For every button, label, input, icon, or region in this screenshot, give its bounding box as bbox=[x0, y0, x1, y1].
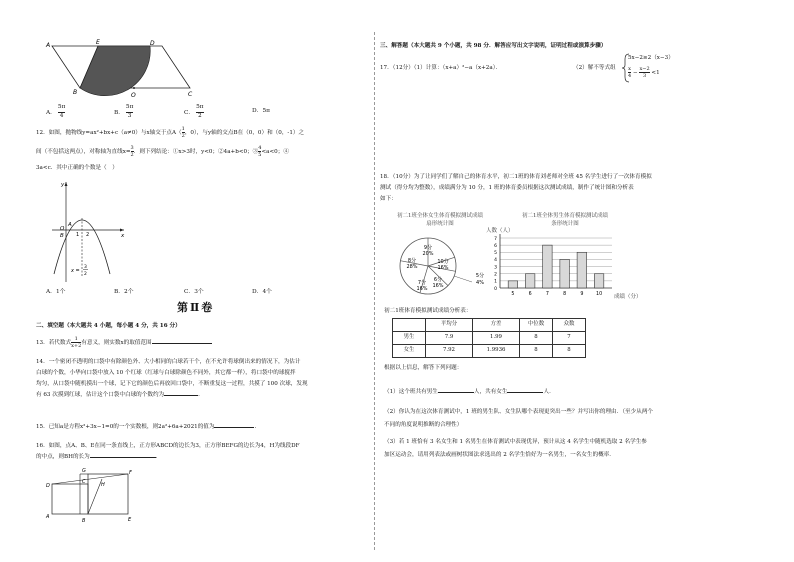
q18-sub2: （2）你认为在这次体育测试中，1 班的男生队、女生队哪个表现更突出一些？并写出你的理由．（至少从两个 不同的角度说明推断的合理性） bbox=[384, 409, 654, 428]
svg-text:28%: 28% bbox=[406, 264, 418, 270]
inequality-1: 5x−2≥2（x−3） bbox=[628, 55, 674, 61]
svg-text:10分: 10分 bbox=[437, 259, 449, 265]
table-row bbox=[393, 345, 586, 358]
parabola-graph bbox=[48, 178, 130, 284]
x-tick-label: 9 bbox=[580, 292, 584, 297]
svg-text:x =: x = bbox=[71, 268, 80, 274]
svg-text:O: O bbox=[60, 226, 65, 232]
table-cell: 8 bbox=[553, 345, 586, 358]
q17-part2: （2）解不等式组 bbox=[573, 65, 616, 71]
inequality-2: $\frac{x}{4}$ − $\frac{x-2}{3}$ <1 bbox=[628, 66, 660, 79]
svg-text:A: A bbox=[68, 222, 72, 228]
label-C: C bbox=[188, 91, 193, 98]
x-tick-label: 10 bbox=[596, 292, 603, 297]
svg-text:H: H bbox=[101, 482, 105, 488]
squares-figure bbox=[44, 466, 134, 524]
svg-text:E: E bbox=[128, 517, 132, 523]
svg-text:2: 2 bbox=[84, 272, 87, 277]
q16-text: 16．如图，点A、B、E在同一条直线上，正方形ABCD的边长为3，正方形BEFG的边长为4，H为线段DF 的中点，则BH的长为 . bbox=[36, 443, 300, 460]
y-tick-label: 3 bbox=[494, 265, 497, 271]
column-divider bbox=[374, 32, 375, 550]
q15-text: 15．已知a是方程x²+3x−1=0的一个实数根，则2a²+6a+2021的值为 . bbox=[36, 424, 257, 430]
x-tick-label: 6 bbox=[528, 292, 532, 297]
svg-text:G: G bbox=[82, 468, 86, 474]
x-tick-label: 5 bbox=[511, 292, 515, 297]
parallelogram-figure bbox=[40, 38, 200, 100]
svg-text:6分: 6分 bbox=[433, 277, 443, 283]
bar-10 bbox=[594, 274, 603, 288]
q11-choice-d: D．5π bbox=[252, 108, 270, 114]
q12-choice-c: C．3个 bbox=[184, 289, 204, 295]
svg-text:16%: 16% bbox=[432, 283, 444, 289]
q18-sub1: （1）这个班共有男生 人，共有女生 人． bbox=[384, 389, 555, 395]
table-header-cell: 中位数 bbox=[520, 319, 553, 332]
table-header-cell: 众数 bbox=[553, 319, 586, 332]
bar-7 bbox=[543, 245, 552, 288]
q18-sub-header: 根据以上信息，解答下列问题： bbox=[384, 365, 463, 371]
svg-text:9分: 9分 bbox=[423, 245, 433, 251]
table-cell: 8 bbox=[520, 345, 553, 358]
table-cell: 1.9936 bbox=[473, 345, 520, 358]
y-tick-label: 4 bbox=[494, 258, 497, 264]
label-O: O bbox=[131, 92, 136, 99]
pie-title: 初二1班全体女生体育模拟测试成绩 扇形统计图 bbox=[396, 213, 483, 227]
table-cell: 7 bbox=[553, 332, 586, 345]
svg-text:16%: 16% bbox=[437, 265, 449, 271]
q13-text: 13．若代数式 $\frac{1}{x+2}$ 有意义，则实数x的取值范围 bbox=[36, 336, 212, 349]
fill-header: 二、填空题（本大题共 4 小题，每小题 4 分，共 16 分） bbox=[36, 323, 181, 329]
q18-text: 18．（10分）为了让同学们了解自己的体育水平，初二1班的体育刘老师对全班 45 名学生进行了一次体育模拟 测试（得分均为整数），成绩满分为 10 分，1 班的体育委员根据这次测试成绩，制作了统计图和分析表 如下： bbox=[380, 174, 652, 202]
bar-ylabel: 人数（人） bbox=[486, 228, 514, 234]
table-cell: 女生 bbox=[393, 345, 426, 358]
y-tick-label: 6 bbox=[494, 243, 497, 249]
label-B: B bbox=[73, 89, 78, 96]
table-cell: 男生 bbox=[393, 332, 426, 345]
q17-text: 17．（12分）（1）计算：（x+a）²−a（x+2a）． bbox=[380, 65, 502, 71]
q12-choice-a: A．1个 bbox=[46, 289, 66, 295]
section3-header: 三、解答题（本大题共 9 个小题，共 98 分．解答应写出文字说明，证明过程或演算步骤） bbox=[380, 43, 607, 49]
table-cell: 8 bbox=[520, 332, 553, 345]
svg-text:1: 1 bbox=[76, 232, 80, 238]
label-E: E bbox=[96, 39, 100, 46]
q12-choice-d: D．4个 bbox=[252, 289, 272, 295]
bar-xlabel: 成绩（分） bbox=[614, 294, 642, 300]
q18-sub3: （3）若 1 班恰有 3 名女生和 1 名男生在体育测试中表现优异，预计从这 4 名学生中随机选取 2 名学生参 加区运动会，请用列表法或画树状图法求选出的 2 名学生恰好为一名男生，一名女生的概率． bbox=[384, 439, 647, 458]
svg-text:8分: 8分 bbox=[407, 258, 417, 264]
svg-text:y: y bbox=[61, 182, 65, 188]
svg-text:A: A bbox=[46, 514, 50, 520]
svg-text:2: 2 bbox=[86, 232, 90, 238]
y-tick-label: 1 bbox=[494, 279, 497, 285]
table-cell: 7.9 bbox=[426, 332, 473, 345]
bar-6 bbox=[525, 274, 534, 288]
svg-text:5分: 5分 bbox=[475, 273, 485, 279]
bar-5 bbox=[508, 281, 517, 288]
svg-text:C: C bbox=[82, 479, 86, 485]
y-tick-label: 0 bbox=[494, 286, 497, 292]
table-header-row bbox=[393, 319, 586, 332]
label-A: A bbox=[46, 42, 51, 49]
q11-choice-b: B． $\frac{5\pi}{3}$ bbox=[114, 104, 134, 119]
table-header-cell bbox=[393, 319, 426, 332]
svg-text:D: D bbox=[46, 483, 50, 489]
svg-text:4%: 4% bbox=[476, 280, 484, 286]
svg-text:F: F bbox=[129, 470, 132, 476]
table-cell: 1.99 bbox=[473, 332, 520, 345]
label-D: D bbox=[150, 40, 155, 47]
bar-chart bbox=[486, 224, 656, 306]
table-row bbox=[393, 332, 586, 345]
bar-9 bbox=[577, 252, 586, 288]
q11-choice-c: C． $\frac{5\pi}{2}$ bbox=[184, 104, 204, 119]
q11-choice-a: A． $\frac{5\pi}{4}$ bbox=[46, 104, 66, 119]
svg-text:16%: 16% bbox=[416, 286, 428, 292]
y-tick-label: 5 bbox=[494, 251, 497, 257]
q12-choice-b: B．2个 bbox=[114, 289, 134, 295]
svg-text:x: x bbox=[121, 233, 125, 239]
q12-text: 12．如图，抛物线y=ax²+bx+c（a≠0）与x轴交于点A（ $\frac{1}{2}$ ，0），与y轴的交点B在（0，0）和（0，-1）之 间（不包括这两点），对称轴为直线x= $\frac{3}{2}$ ．则下列结论：①x>3时，y<0；②4a+b<0；③ $\frac{4}{5}$ <a<0；④ 3a<c．其中正确的个数是（ ） bbox=[36, 126, 305, 171]
table-header-cell: 平均分 bbox=[426, 319, 473, 332]
x-tick-label: 7 bbox=[545, 292, 549, 297]
table-header-cell: 方差 bbox=[473, 319, 520, 332]
y-tick-label: 7 bbox=[494, 236, 497, 242]
svg-text:B: B bbox=[82, 518, 86, 524]
svg-text:B: B bbox=[60, 233, 64, 239]
q14-text: 14．一个密闭不透明的口袋中有除颜色外、大小相同的白球若干个，在不允许将球倒出来的情况下，为估计 白球的个数，小华向口袋中放入 10 个红球（红球与白球除颜色不同外，其它都一样），将口袋中的球搅拌 均匀，从口袋中随机摸出一个球，记下它的颜色后再放回口袋中，不断重复这一过程，共摸了 100 次球，发现 有 63 次摸到红球，估计这个口袋中白球的个数约为 . bbox=[36, 359, 308, 398]
stats-table bbox=[392, 318, 586, 358]
y-tick-label: 2 bbox=[494, 272, 497, 278]
svg-text:7分: 7分 bbox=[417, 280, 427, 286]
svg-text:20%: 20% bbox=[422, 251, 434, 257]
x-tick-label: 8 bbox=[563, 292, 567, 297]
bar-title: 初二1班全体男生体育模拟测试成绩 条形统计图 bbox=[521, 213, 608, 227]
part2-title: 第Ⅱ卷 bbox=[177, 301, 215, 314]
svg-text:3: 3 bbox=[84, 265, 87, 270]
table-cell: 7.92 bbox=[426, 345, 473, 358]
bar-8 bbox=[560, 259, 569, 288]
stats-title: 初二1班体育模拟测试成绩分析表： bbox=[384, 308, 472, 314]
